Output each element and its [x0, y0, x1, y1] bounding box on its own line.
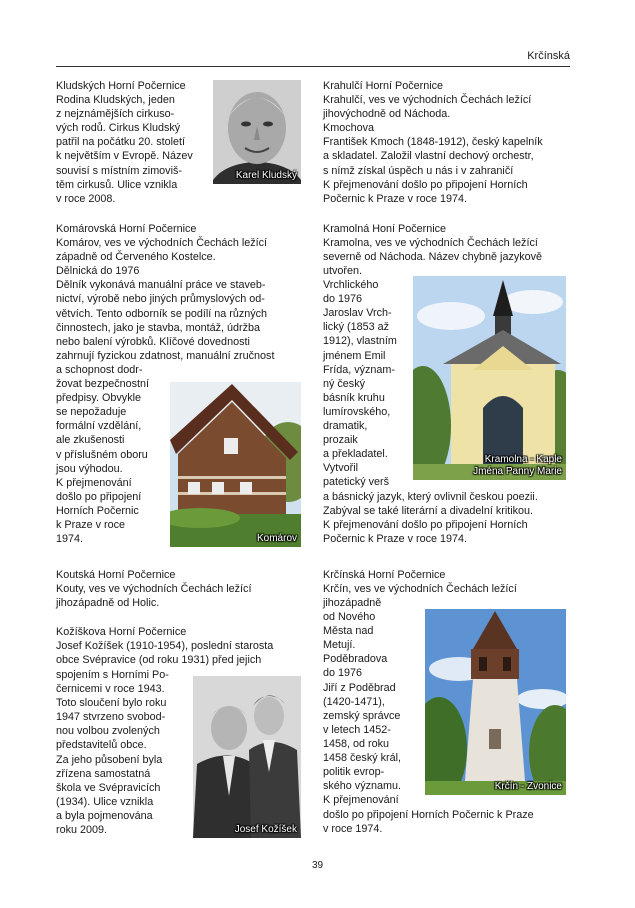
text-line: zemský správce: [323, 709, 401, 722]
text-line: obce Svépravice (od roku 1931) před jejich: [56, 654, 262, 667]
text-line: nictví, výrobě nebo jiných průmyslových od-: [56, 293, 265, 306]
text-line: Krčínská Horní Počernice: [323, 569, 446, 581]
text-line: patřil na počátku 20. století: [56, 136, 186, 149]
photo-josef-kozisek: [193, 676, 301, 838]
text-line: škola ve Svépravicích: [56, 781, 161, 794]
text-line: Kludských Horní Počernice: [56, 80, 186, 92]
photo-kramolna-chapel: [413, 276, 566, 480]
text-line: K přejmenování došlo po připojení Horních: [323, 519, 528, 532]
photo-krcin-zvonice: [425, 609, 566, 795]
text-line: dramatik,: [323, 420, 368, 433]
text-line: K přejmenování: [323, 794, 399, 807]
entry-kramolna-after: [323, 490, 538, 546]
text-line: (1934). Ulice vznikla: [56, 795, 154, 808]
text-line: K přejmenování došlo po připojení Horních: [323, 178, 528, 191]
text-line: od Nového: [323, 611, 376, 624]
text-line: Jaroslav Vrch-: [323, 307, 392, 320]
text-line: Kožíškova Horní Počernice: [56, 626, 187, 638]
text-line: došlo po připojení: [56, 490, 142, 503]
page-number: 39: [311, 860, 324, 871]
text-line: ského významu.: [323, 780, 402, 793]
text-line: utvořen.: [323, 265, 363, 277]
text-line: z nejznámějších cirkuso-: [56, 108, 175, 121]
text-line: jihozápadně: [323, 597, 382, 609]
text-line: s nímž získal úspěch u nás i v zahraničí: [323, 164, 514, 177]
text-line: Frída, význam-: [323, 363, 395, 376]
text-line: spojením s Horními Po-: [56, 669, 169, 681]
photo-komarov: [170, 382, 301, 547]
text-line: černicemi v roce 1943.: [56, 683, 165, 696]
text-line: Komárov, ves ve východních Čechách ležící: [56, 237, 268, 250]
entry-krcinska-after: [323, 808, 534, 836]
text-line: ný český: [323, 377, 366, 390]
entry-koziskova-wrap: [56, 668, 169, 837]
text-line: západně od Červeného Kostelce.: [56, 251, 216, 264]
text-line: Krahulčí, ves ve východních Čechách ležící: [323, 94, 532, 107]
header-rule: [56, 66, 570, 67]
text-line: Metují.: [323, 639, 356, 652]
text-line: roku 2009.: [56, 824, 108, 837]
text-line: žovat bezpečnostní: [56, 378, 150, 391]
text-line: František Kmoch (1848-1912), český kapelník: [323, 136, 543, 149]
text-line: 1974.: [56, 533, 84, 546]
entry-kramolna: [323, 222, 542, 264]
text-line: severně od Náchoda. Název chybně jazykově: [323, 251, 543, 264]
entry-koziskova: [56, 625, 273, 667]
text-line: 1947 stvrzeno svobod-: [56, 711, 166, 724]
text-line: se nepožaduje: [56, 406, 127, 419]
text-line: lumírovského,: [323, 405, 391, 418]
text-line: v příslušném oboru: [56, 448, 148, 461]
text-line: 1458 český král,: [323, 752, 402, 765]
text-line: Kramolná Honí Počernice: [323, 223, 447, 235]
text-line: Koutská Horní Počernice: [56, 569, 176, 581]
text-line: a básnický jazyk, který ovlivnil českou poezii.: [323, 491, 538, 503]
text-line: v roce 2008.: [56, 192, 116, 205]
text-line: lický (1853 až: [323, 321, 390, 334]
text-line: básník kruhu: [323, 391, 385, 404]
text-line: těm cirkusů. Ulice vznikla: [56, 178, 178, 191]
entry-komarovska-wrap: [56, 363, 149, 546]
entry-krcinska-wrap: [323, 596, 401, 807]
text-line: v letech 1452-: [323, 723, 391, 736]
text-line: Josef Kožíšek (1910-1954), poslední starosta: [56, 640, 274, 653]
text-line: Toto sloučení bylo roku: [56, 697, 167, 710]
caption-line: Kramolna - Kaple: [484, 454, 562, 465]
page-header: Krčínská: [527, 50, 570, 62]
text-line: a skladatel. Založil vlastní dechový orchestr,: [323, 150, 534, 163]
text-line: jsou výhodou.: [56, 462, 123, 475]
text-line: k Praze v roce: [56, 519, 126, 532]
text-line: jménem Emil: [323, 349, 386, 362]
entry-krcinska: [323, 568, 517, 596]
text-line: zřízena samostatná: [56, 767, 151, 780]
text-line: Kouty, ves ve východních Čechách ležící: [56, 583, 252, 596]
text-line: zahrnují fyzickou zdatnost, manuální zručnost: [56, 349, 275, 362]
text-line: Počernic k Praze v roce 1974.: [323, 533, 468, 546]
text-line: patetický verš: [323, 476, 390, 489]
text-line: souvisí s místním zimoviš-: [56, 164, 182, 177]
text-line: Dělnická do 1976: [56, 265, 140, 278]
photo-caption: Karel Kludský: [235, 170, 297, 181]
photo-karel-kludsky: [213, 80, 301, 184]
text-line: jihovýchodně od Náchoda.: [323, 108, 451, 121]
text-line: a schopnost dodr-: [56, 364, 143, 376]
text-line: Komárovská Horní Počernice: [56, 223, 197, 235]
text-line: předpisy. Obvykle: [56, 392, 142, 405]
text-line: Vytvořil: [323, 462, 358, 475]
entry-krahulci: [323, 79, 543, 206]
text-line: činnostech, jako je stavba, montáž, údržba: [56, 321, 261, 334]
text-line: prozaik: [323, 434, 358, 447]
text-line: představitelů obce.: [56, 739, 147, 752]
text-line: Rodina Kludských, jeden: [56, 94, 175, 107]
entry-kramolna-wrap: [323, 264, 397, 490]
photo-caption-kramolna: [473, 454, 562, 478]
photo-caption: Krčín - Zvonice: [494, 781, 562, 792]
text-line: Horních Počernic: [56, 504, 139, 517]
text-line: do 1976: [323, 667, 363, 680]
text-line: Jiří z Poděbrad: [323, 681, 396, 694]
text-line: Za jeho působení byla: [56, 753, 163, 766]
caption-line: Jména Panny Marie: [473, 466, 562, 477]
text-line: v roce 1974.: [323, 823, 383, 836]
text-line: Krahulčí Horní Počernice: [323, 80, 444, 92]
text-line: 1912), vlastním: [323, 335, 397, 348]
text-line: větvích. Tento odborník se podílí na různých: [56, 307, 268, 320]
entry-komarovska: [56, 222, 274, 363]
text-line: vých rodů. Cirkus Kludský: [56, 122, 181, 135]
text-line: Města nad: [323, 625, 374, 638]
text-line: ale zkušenosti: [56, 434, 125, 447]
text-line: a překladatel.: [323, 448, 388, 461]
text-line: politik evrop-: [323, 766, 385, 779]
text-line: (1420-1471),: [323, 695, 385, 708]
text-line: Kramolna, ves ve východních Čechách ležící: [323, 237, 538, 250]
text-line: a byla pojmenována: [56, 809, 153, 822]
text-line: nebo balení výrobků. Klíčové dovednosti: [56, 335, 250, 348]
entry-kludskych: [56, 79, 193, 206]
text-line: nou volbou zvolených: [56, 725, 160, 738]
text-line: formální vzdělání,: [56, 420, 142, 433]
text-line: 1458, od roku: [323, 737, 390, 750]
text-line: do 1976: [323, 293, 363, 306]
text-line: k největším v Evropě. Název: [56, 150, 193, 163]
text-line: došlo po připojení Horních Počernic k Praze: [323, 809, 534, 821]
photo-caption: Komárov: [256, 533, 297, 544]
photo-caption: Josef Kožíšek: [234, 824, 297, 835]
text-line: jihozápadně od Holic.: [56, 597, 160, 610]
text-line: Dělník vykonává manuální práce ve staveb-: [56, 279, 266, 292]
text-line: K přejmenování: [56, 476, 132, 489]
text-line: Vrchlického: [323, 279, 379, 292]
text-line: Kmochova: [323, 122, 375, 135]
entry-koutska: [56, 568, 251, 610]
text-line: Počernic k Praze v roce 1974.: [323, 192, 468, 205]
text-line: Zabýval se také literární a divadelní kritikou.: [323, 505, 534, 518]
text-line: Poděbradova: [323, 653, 388, 666]
text-line: Krčín, ves ve východních Čechách ležící: [323, 583, 517, 596]
